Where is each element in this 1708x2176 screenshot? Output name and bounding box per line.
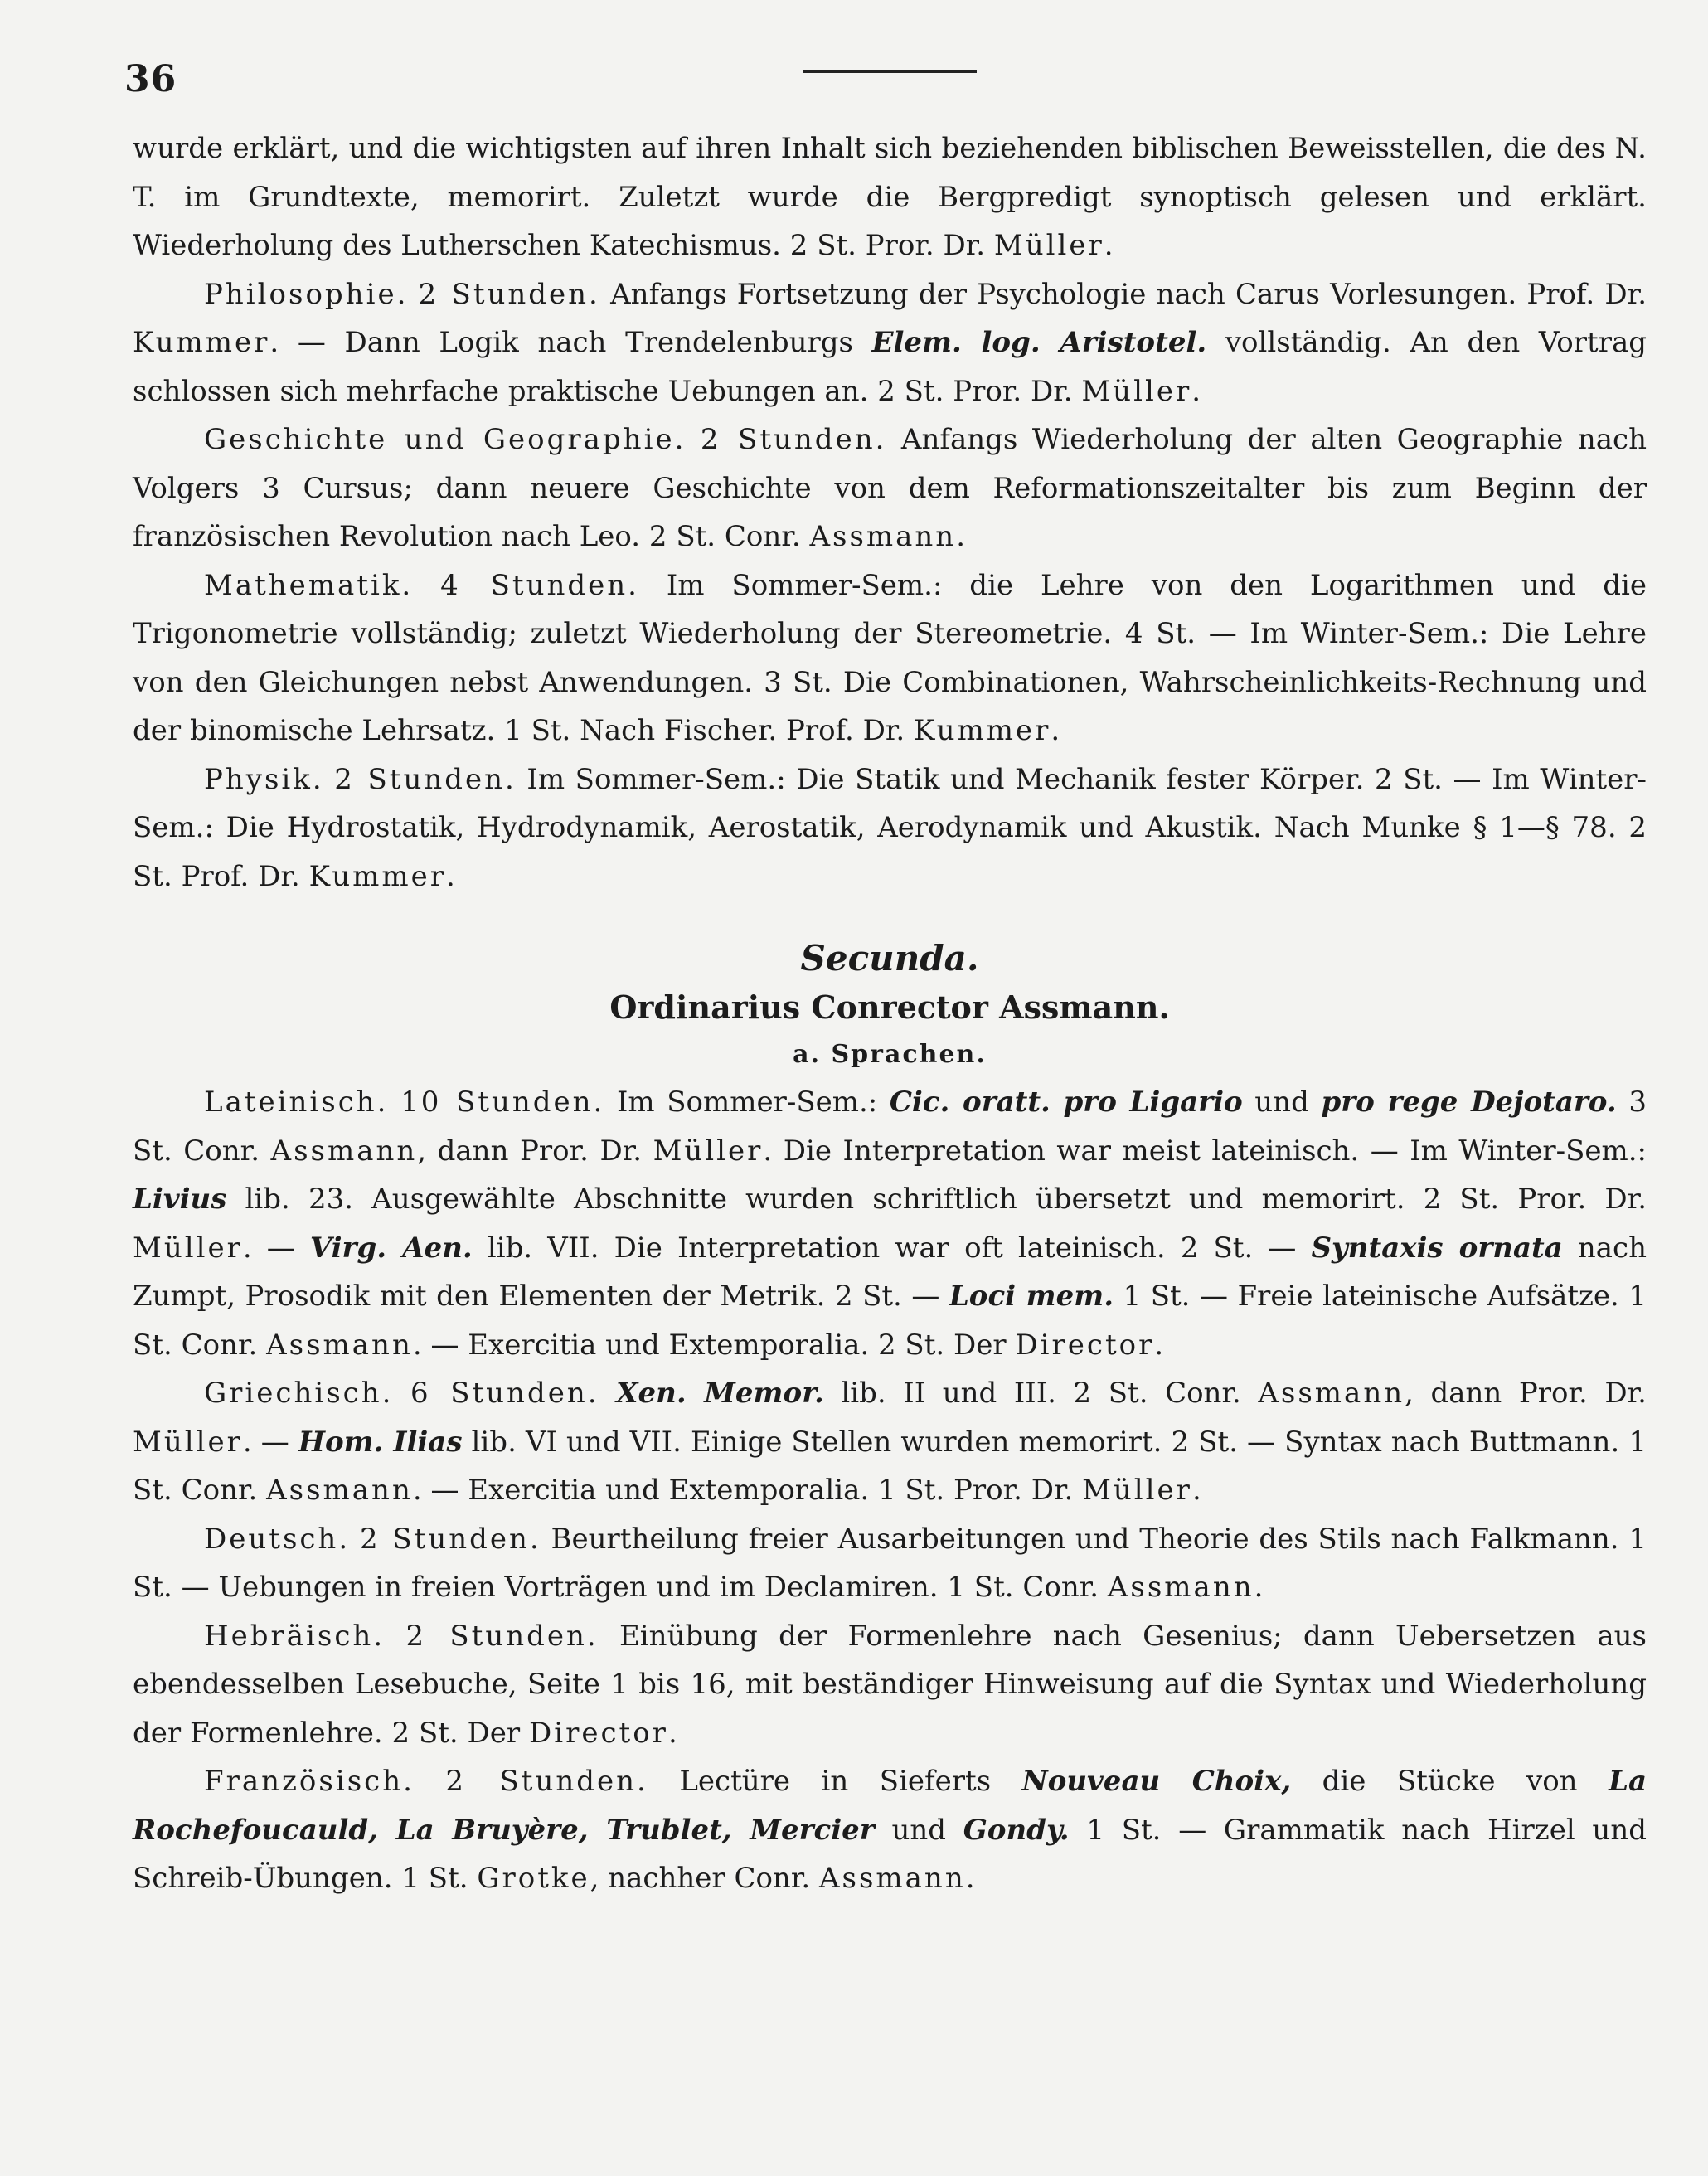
paragraph-geschichte <box>133 415 1647 561</box>
text-run <box>393 1377 410 1410</box>
spaced-term: Philosophie. <box>204 277 409 311</box>
italic-title: Syntaxis ornata <box>1311 1231 1563 1265</box>
paragraph-griechisch <box>133 1369 1647 1515</box>
spaced-term: Assmann <box>266 1328 413 1362</box>
spaced-term: Müller <box>133 1425 243 1459</box>
italic-title: La Rochefoucauld, La Bruyère, Trublet, Mercier <box>133 1765 1647 1847</box>
italic-title: Nouveau Choix, <box>1021 1765 1292 1798</box>
spaced-term: Assmann <box>266 1474 413 1507</box>
section-title: Secunda. <box>800 938 979 979</box>
text-run: . <box>1104 229 1114 262</box>
spaced-term: 2 Stunden. <box>405 1619 599 1653</box>
text-run: die Stücke von <box>1291 1765 1609 1798</box>
paragraph-lateinisch <box>133 1078 1647 1369</box>
spaced-term: Physik. <box>204 762 324 796</box>
spaced-term: Assmann <box>270 1134 418 1168</box>
spaced-term: Grotke <box>477 1862 590 1895</box>
text-run: . — Exercitia und Extemporalia. 2 St. Der <box>412 1328 1016 1362</box>
spaced-term: Assmann <box>809 520 957 553</box>
text-run: . <box>445 859 455 893</box>
spaced-term: Müller <box>133 1231 243 1265</box>
italic-title: Livius <box>133 1183 227 1216</box>
text-run: . — Exercitia und Extemporalia. 1 St. Pror. Dr. <box>412 1474 1083 1507</box>
italic-title: Cic. oratt. pro Ligario <box>889 1086 1243 1119</box>
text-run <box>324 763 335 796</box>
text-run <box>415 1765 445 1798</box>
spaced-term: Director <box>1015 1328 1155 1362</box>
spaced-term: Assmann <box>1258 1377 1405 1410</box>
text-run: lib. VI und VII. Einige Stellen wurden memorirt. 2 St. — Syntax nach Buttmann. 1 St. Conr. <box>133 1425 1647 1507</box>
spaced-term: Deutsch. <box>204 1522 351 1556</box>
section-ordinarius: Ordinarius Conrector Assmann. <box>609 988 1170 1026</box>
text-run: . <box>956 520 966 553</box>
text-run <box>686 423 701 456</box>
spaced-term: Müller <box>653 1134 764 1168</box>
text-run: . <box>1051 714 1060 747</box>
spaced-term: Kummer <box>308 859 446 893</box>
paragraph-hebraeisch <box>133 1612 1647 1758</box>
text-run: . <box>667 1716 677 1750</box>
italic-title: Loci mem. <box>949 1280 1114 1313</box>
spaced-term: 2 Stunden. <box>418 277 600 311</box>
text-run: 3 St. Conr. <box>133 1086 1647 1168</box>
spaced-term: Kummer <box>133 326 270 359</box>
text-run <box>413 569 440 602</box>
text-run <box>599 1377 617 1410</box>
spaced-term: Kummer <box>914 714 1051 747</box>
italic-title: Xen. Memor. <box>616 1377 824 1410</box>
spaced-term: Assmann <box>818 1862 966 1895</box>
text-run: Im Sommer-Sem.: Die Statik und Mechanik fester Körper. 2 St. — Im Winter-Sem.: Die Hydrostatik, Hydrodynamik, Aerostatik, Aerodynamik und Akustik. Nach Munke § 1—§ 78. 2 St. Prof. Dr. <box>133 762 1647 893</box>
italic-title: Gondy. <box>963 1813 1070 1847</box>
paragraph-mathematik <box>133 561 1647 755</box>
text-run: und <box>1242 1086 1322 1119</box>
text-run: Beurtheilung freier Ausarbeitungen und Theorie des Stils nach Falkmann. 1 St. — Uebungen in freien Vorträgen und im Declamiren. 1 St. Conr. <box>133 1522 1647 1604</box>
spaced-term: 2 Stunden. <box>700 423 887 456</box>
text-run <box>408 278 418 311</box>
paragraph-philosophie <box>133 270 1647 416</box>
spaced-term: 2 Stunden. <box>445 1765 648 1798</box>
text-run: . — Dann Logik nach Trendelenburgs <box>269 326 872 359</box>
paragraphs-after <box>133 1078 1647 1903</box>
text-run: , dann Pror. Dr. <box>417 1134 653 1168</box>
text-run: Einübung der Formenlehre nach Gesenius; dann Uebersetzen aus ebendesselben Lesebuche, Seite 1 bis 16, mit beständiger Hinweisung auf die Syntax und Wiederholung der Formenlehre. 2 St. Der <box>133 1619 1647 1750</box>
header-rule <box>803 70 977 73</box>
paragraph-religion-cont <box>133 124 1647 270</box>
text-run: vollständig. An den Vortrag schlossen sich mehrfache praktische Uebungen an. 2 St. Pror. Dr. <box>133 326 1647 408</box>
spaced-term: Müller <box>1081 374 1192 408</box>
page-number: 36 <box>124 58 177 100</box>
text-run: nach Zumpt, Prosodik mit den Elementen der Metrik. 2 St. — <box>133 1231 1647 1313</box>
text-run: Im Sommer-Sem.: <box>604 1086 890 1119</box>
text-run: . <box>1191 1474 1201 1507</box>
text-run: Anfangs Fortsetzung der Psychologie nach Carus Vorlesungen. Prof. Dr. <box>599 277 1647 311</box>
spaced-term: Geschichte und Geographie. <box>204 423 687 456</box>
text-run: . <box>965 1862 975 1895</box>
spaced-term: 4 Stunden. <box>440 568 639 602</box>
text-run: 1 St. — Grammatik nach Hirzel und Schreib-Übungen. 1 St. <box>133 1813 1647 1895</box>
section-subheading: a. Sprachen. <box>793 1040 987 1069</box>
body-text <box>133 124 1647 1903</box>
italic-title: Virg. Aen. <box>309 1231 473 1265</box>
spaced-term: 2 Stunden. <box>334 762 517 796</box>
paragraphs-before <box>133 124 1647 901</box>
text-run: und <box>874 1813 963 1847</box>
spaced-term: 10 Stunden. <box>400 1086 605 1119</box>
italic-title: Hom. Ilias <box>298 1425 463 1459</box>
text-run <box>385 1620 405 1653</box>
spaced-term: 2 Stunden. <box>359 1522 541 1556</box>
italic-title: Elem. log. Aristotel. <box>871 326 1207 359</box>
spaced-term: Hebräisch. <box>204 1619 386 1653</box>
spaced-term: Müller <box>1082 1474 1192 1507</box>
paragraph-physik <box>133 755 1647 901</box>
paragraph-franzoesisch <box>133 1757 1647 1903</box>
spaced-term: 6 Stunden. <box>410 1377 599 1410</box>
text-run: . <box>1191 374 1201 408</box>
text-run: Anfangs Wiederholung der alten Geographie nach Volgers 3 Cursus; dann neuere Geschichte von dem Reformationszeitalter bis zum Beginn der französischen Revolution nach Leo. 2 St. Conr. <box>133 423 1647 553</box>
text-run: . — <box>242 1425 298 1459</box>
spaced-term: Director <box>529 1716 668 1750</box>
spaced-term: Müller <box>993 229 1104 262</box>
text-run: lib. VII. Die Interpretation war oft lateinisch. 2 St. — <box>472 1231 1312 1265</box>
text-run: , nachher Conr. <box>590 1862 819 1895</box>
text-run: , dann Pror. Dr. <box>1405 1377 1647 1410</box>
text-run <box>350 1523 360 1556</box>
paragraph-deutsch <box>133 1515 1647 1612</box>
text-run: wurde erklärt, und die wichtigsten auf ihren Inhalt sich beziehenden biblischen Beweisstellen, die des N. T. im Grundtexte, memorirt. Zuletzt wurde die Bergpredigt synoptisch gelesen und erklärt. Wiederholung des Lutherschen Katechismus. 2 St. Pror. Dr. <box>133 132 1647 262</box>
text-run: lib. II und III. 2 St. Conr. <box>823 1377 1259 1410</box>
spaced-term: Mathematik. <box>204 568 414 602</box>
text-run: . <box>1154 1328 1164 1362</box>
text-run: Lectüre in Sieferts <box>648 1765 1022 1798</box>
spaced-term: Assmann <box>1107 1571 1254 1604</box>
text-run: . Die Interpretation war meist lateinisch. — Im Winter-Sem.: <box>763 1134 1647 1168</box>
spaced-term: Griechisch. <box>204 1377 394 1410</box>
italic-title: pro rege Dejotaro. <box>1321 1086 1617 1119</box>
text-run: 1 St. — Freie lateinische Aufsätze. 1 St. Conr. <box>133 1280 1647 1362</box>
text-run <box>388 1086 400 1119</box>
text-run: . — <box>242 1231 310 1265</box>
text-run: . <box>1254 1571 1264 1604</box>
spaced-term: Französisch. <box>204 1765 415 1798</box>
text-run: lib. 23. Ausgewählte Abschnitte wurden schriftlich übersetzt und memorirt. 2 St. Pror. Dr. <box>226 1183 1647 1216</box>
text-run: Im Sommer-Sem.: die Lehre von den Logarithmen und die Trigonometrie vollständig; zuletzt Wiederholung der Stereometrie. 4 St. — Im Winter-Sem.: Die Lehre von den Gleichungen nebst Anwendungen. 3 St. Die Combinationen, Wahrscheinlichkeits-Rechnung und der binomische Lehrsatz. 1 St. Nach Fischer. Prof. Dr. <box>133 568 1647 747</box>
spaced-term: Lateinisch. <box>204 1086 389 1119</box>
